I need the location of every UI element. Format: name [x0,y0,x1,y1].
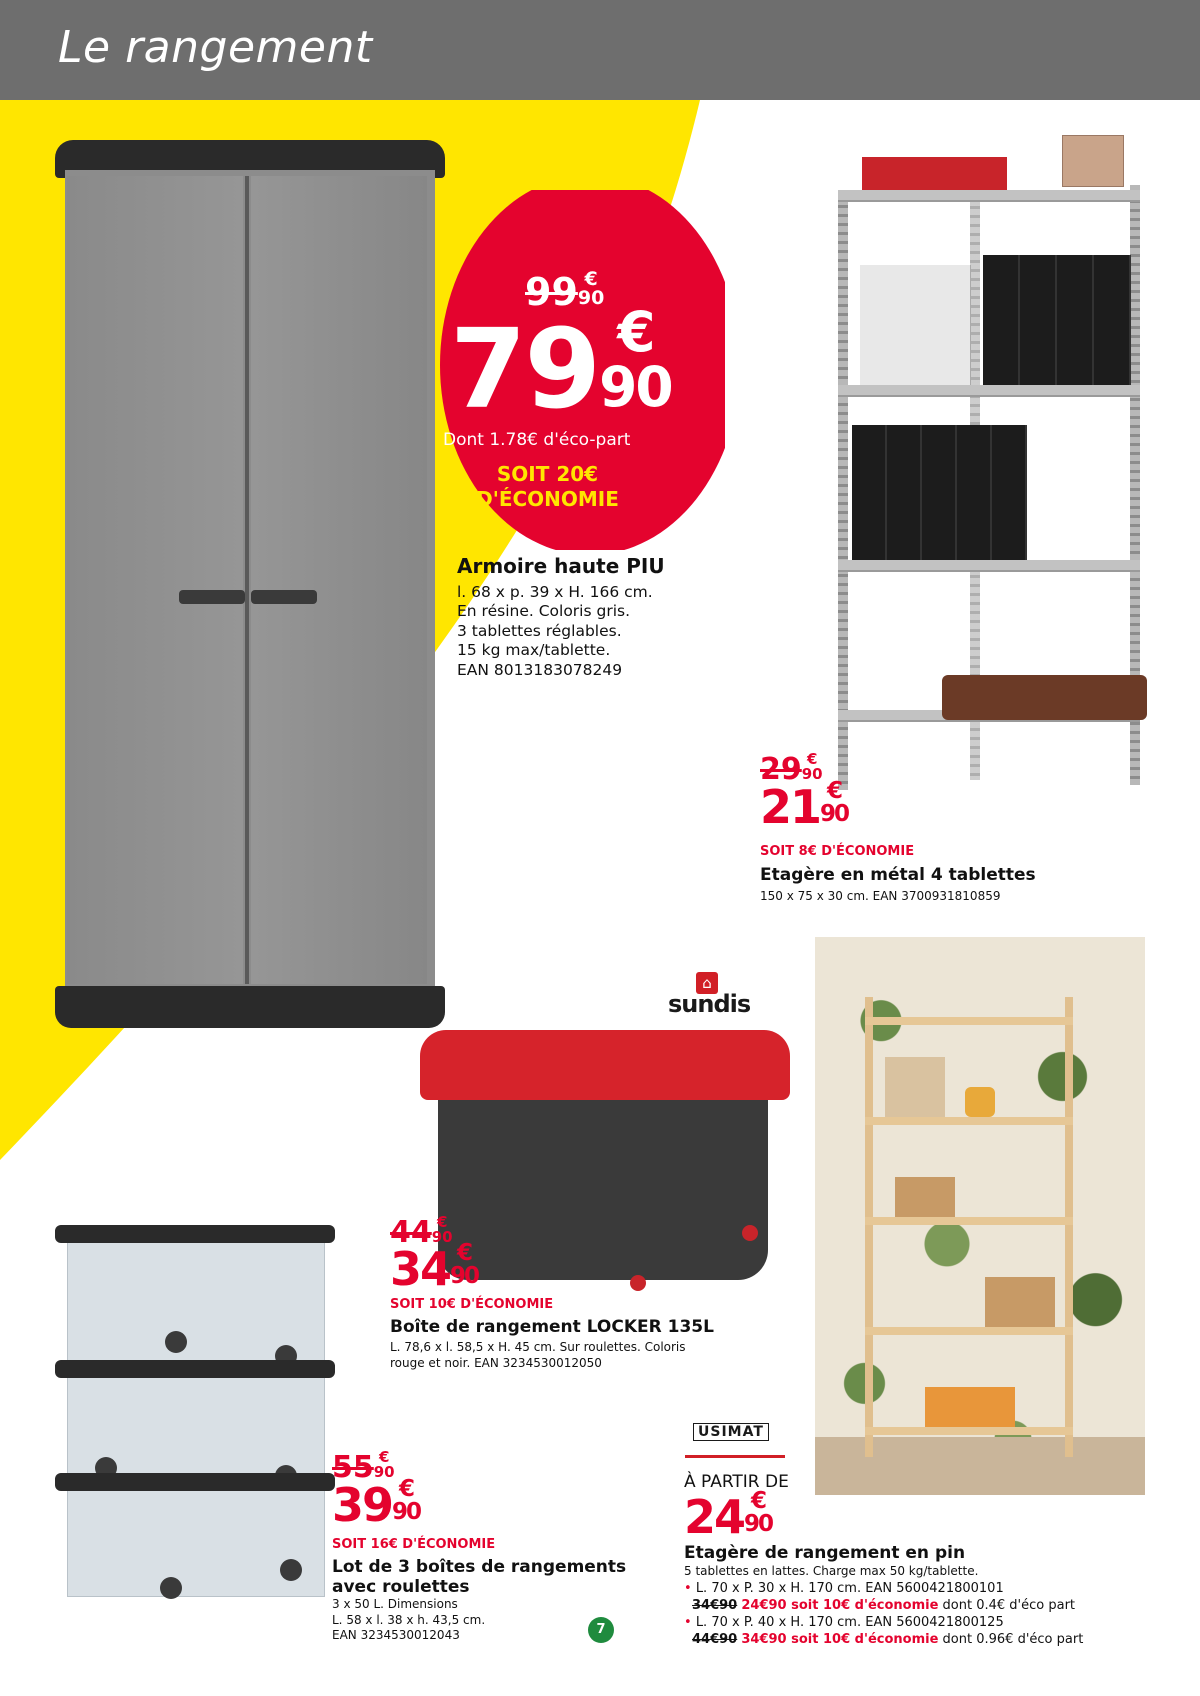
metal-shelf-new-price: 21 € 90 [760,778,849,834]
metal-shelf-savings: SOIT 8€ D'ÉCONOMIE [760,844,915,859]
house-icon: ⌂ [696,972,718,994]
metal-shelf-image [830,130,1155,790]
locker-description: L. 78,6 x l. 58,5 x H. 45 cm. Sur roulettes. Coloris rouge et noir. EAN 3234530012050 [390,1340,686,1370]
pine-shelf-title: Etagère de rangement en pin [684,1543,966,1563]
metal-shelf-title: Etagère en métal 4 tablettes [760,865,1036,885]
metal-shelf-old-price: 29 € 90 [760,750,823,787]
locker-new-price: 34 € 90 [390,1240,479,1296]
locker-savings: SOIT 10€ D'ÉCONOMIE [390,1297,554,1312]
lot-boxes-title: Lot de 3 boîtes de rangements avec roulettes [332,1557,627,1597]
armoire-savings: SOIT 20€ D'ÉCONOMIE [476,462,619,511]
pine-variant-2-spec: • L. 70 x P. 40 x H. 170 cm. EAN 5600421800125 [684,1615,1004,1630]
locker-title: Boîte de rangement LOCKER 135L [390,1317,714,1337]
lot-boxes-new-price: 39 € 90 [332,1476,421,1532]
armoire-price-badge [425,220,685,520]
locker-old-price: 44 € 90 [390,1213,453,1250]
armoire-title: Armoire haute PIU [457,554,665,578]
cabinet-handle-left [179,590,245,604]
armoire-old-price: 99 € 90 [525,268,605,314]
lot-boxes-old-price: 55 € 90 [332,1448,395,1485]
page-header [0,0,1200,100]
from-price-label: À PARTIR DE [684,1472,789,1492]
metal-shelf-description: 150 x 75 x 30 cm. EAN 3700931810859 [760,889,1001,903]
page-number-badge: 7 [588,1617,614,1643]
cabinet-handle-right [251,590,317,604]
armoire-new-price: 79 € 90 [450,300,672,433]
pine-variant-2-offer: 44€90 34€90 soit 10€ d'économie dont 0.96€ d'éco part [692,1632,1084,1647]
lot-boxes-description: 3 x 50 L. Dimensions L. 58 x l. 38 x h. 43,5 cm. EAN 3234530012043 [332,1597,486,1643]
sundis-logo: ⌂ sundis [668,974,751,1018]
armoire-eco-part: Dont 1.78€ d'éco-part [443,430,631,450]
usimat-logo: USIMAT [685,1423,785,1458]
plastic-boxes-image [55,1225,335,1605]
pine-shelf-description: 5 tablettes en lattes. Charge max 50 kg/tablette. [684,1564,979,1578]
pine-shelf-price: 24 € 90 [684,1488,773,1544]
lot-boxes-savings: SOIT 16€ D'ÉCONOMIE [332,1537,496,1552]
page-title: Le rangement [58,22,373,73]
armoire-description: l. 68 x p. 39 x H. 166 cm. En résine. Coloris gris. 3 tablettes réglables. 15 kg max/tablette. EAN 8013183078249 [457,583,653,679]
pine-variant-1-spec: • L. 70 x P. 30 x H. 170 cm. EAN 5600421800101 [684,1581,1004,1596]
pine-variant-1-offer: 34€90 24€90 soit 10€ d'économie dont 0.4€ d'éco part [692,1598,1076,1613]
armoire-image [55,140,445,1030]
pine-shelf-image [815,937,1145,1495]
